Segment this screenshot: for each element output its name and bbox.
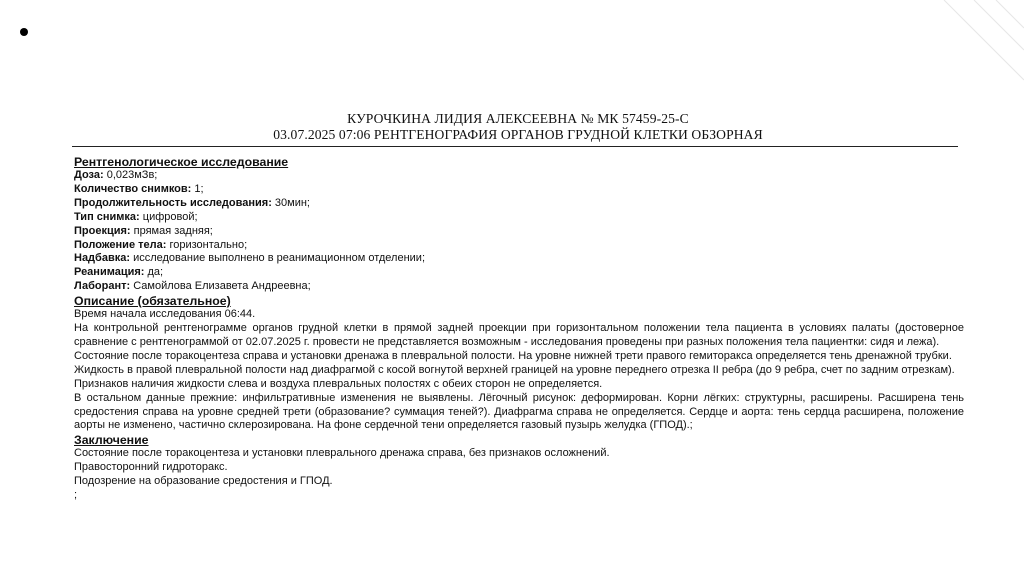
field-body-position — [74, 239, 964, 253]
conclusion-line: Состояние после торакоцентеза и установки плеврального дренажа справа, без признаков осложнений. — [74, 447, 610, 460]
field-value: горизонтально; — [166, 238, 248, 251]
field-image-type — [74, 211, 964, 225]
field-value: прямая задняя; — [130, 224, 213, 237]
field-surcharge — [74, 252, 964, 266]
report-body — [74, 155, 964, 503]
study-section-title: Рентгенологическое исследование — [74, 155, 289, 169]
description-paragraph: Жидкость в правой плевральной полости над диафрагмой с косой вогнутой верхней границей на уровне переднего отрезка II ребра (до 9 ребра, счет по задним отрезкам). — [74, 363, 955, 376]
patient-line: КУРОЧКИНА ЛИДИЯ АЛЕКСЕЕВНА № МК 57459-25-С — [347, 111, 689, 126]
field-label: Количество снимков: — [74, 182, 192, 195]
conclusion-line: Подозрение на образование средостения и ГПОД. — [74, 475, 333, 488]
field-projection — [74, 225, 964, 239]
field-label: Надбавка: — [74, 252, 131, 265]
field-value: 1; — [191, 182, 204, 195]
field-label: Положение тела: — [74, 238, 167, 251]
conclusion-line: ; — [74, 489, 78, 502]
study-title-line: 03.07.2025 07:06 РЕНТГЕНОГРАФИЯ ОРГАНОВ ГРУДНОЙ КЛЕТКИ ОБЗОРНАЯ — [273, 126, 763, 142]
field-value: 30мин; — [271, 196, 310, 209]
field-value: исследование выполнено в реанимационном отделении; — [130, 252, 425, 265]
description-paragraph: На контрольной рентгенограмме органов грудной клетки в прямой задней проекции при горизонтальном положении тела пациента в условиях палаты (достоверное сравнение с рентгенограммой от 02.07.2025 г. провести не представляется возможным - исследования проведены при разных положения тела пациентки: сидя и лежа). — [74, 322, 964, 348]
field-value: цифровой; — [139, 210, 198, 223]
field-value: Самойлова Елизавета Андреевна; — [130, 280, 311, 293]
description-section-title: Описание (обязательное) — [74, 294, 231, 309]
field-value: 0,023мЗв; — [103, 169, 158, 181]
field-dose — [74, 169, 964, 183]
corner-decoration — [934, 0, 1024, 90]
slide-bullet — [20, 28, 28, 36]
field-label: Лаборант: — [74, 280, 131, 293]
description-paragraph: Признаков наличия жидкости слева и воздуха плевральных полостях с обеих сторон не определяется. — [74, 377, 603, 390]
conclusion-line: Правосторонний гидроторакс. — [74, 461, 228, 474]
description-paragraph: Время начала исследования 06:44. — [74, 308, 256, 321]
description-paragraph: В остальном данные прежние: инфильтративные изменения не выявлены. Лёгочный рисунок: деформирован. Корни лёгких: структурны, расширены. Расширена тень средостения справа на уровне средней трети (образование? суммация теней?). Диафрагма справа не определяется. Сердце и аорта: тень сердца расширена, положение аорты не изменено, частично склерозирована. На фоне сердечной тени определяется газовый пузырь желудка (ГПОД).; — [74, 391, 964, 432]
header-rule — [72, 146, 958, 147]
field-label: Доза: — [74, 169, 104, 181]
field-value: да; — [144, 266, 164, 279]
field-label: Проекция: — [74, 224, 131, 237]
field-label: Реанимация: — [74, 266, 145, 279]
field-shots — [74, 183, 964, 197]
conclusion-section-title: Заключение — [74, 433, 149, 448]
description-paragraph: Состояние после торакоцентеза справа и установки дренажа в плевральной полости. На уровне нижней трети правого гемиторакса определяется тень дренажной трубки. — [74, 349, 952, 362]
field-resuscitation — [74, 266, 964, 280]
field-technician — [74, 280, 964, 294]
field-duration — [74, 197, 964, 211]
field-label: Тип снимка: — [74, 210, 140, 223]
field-label: Продолжительность исследования: — [74, 196, 272, 209]
document-header — [66, 111, 970, 142]
